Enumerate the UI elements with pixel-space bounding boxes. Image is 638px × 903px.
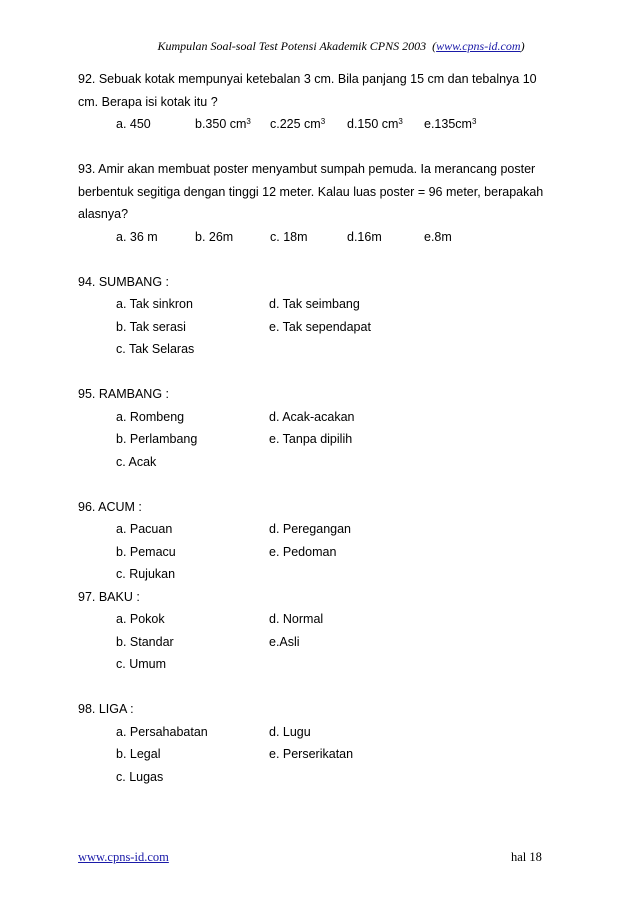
- option-e: e. Perserikatan: [269, 747, 354, 761]
- question-96: [78, 496, 578, 586]
- option-a: a. Rombeng: [116, 409, 185, 424]
- option-c: c. Rujukan: [116, 567, 176, 581]
- answer-options: [78, 113, 578, 136]
- question-text-line: cm. Berapa isi kotak itu ?: [78, 94, 218, 109]
- option-b: b. Perlambang: [116, 432, 198, 446]
- option-c: c. Lugas: [116, 769, 164, 784]
- question-98: [78, 698, 578, 788]
- header-title: Kumpulan Soal-soal Test Potensi Akademik CPNS 2003: [157, 39, 427, 53]
- question-93: [78, 158, 578, 248]
- answer-options: [78, 518, 578, 586]
- question-92: [78, 68, 578, 136]
- option-c: c. 18m: [270, 229, 308, 244]
- option-b: b. Legal: [116, 747, 161, 761]
- option-b: b. Standar: [116, 634, 174, 649]
- option-d: d. Acak-acakan: [269, 409, 355, 424]
- footer-link[interactable]: www.cpns-id.com: [78, 850, 169, 864]
- option-d: d.16m: [347, 229, 382, 244]
- option-a: a. Pacuan: [116, 522, 173, 536]
- option-c: c. Acak: [116, 454, 157, 469]
- document-body: [78, 68, 578, 788]
- question-text-line: berbentuk segitiga dengan tinggi 12 meter. Kalau luas poster = 96 meter, berapakah: [78, 184, 544, 199]
- option-b: b. 26m: [195, 229, 234, 244]
- question-title: 96. ACUM :: [78, 499, 142, 514]
- question-title: 97. BAKU :: [78, 589, 140, 604]
- question-title: 98. LIGA :: [78, 702, 134, 716]
- option-a: a. 450: [116, 117, 151, 131]
- option-c: c. Umum: [116, 657, 166, 671]
- question-94: [78, 271, 578, 361]
- option-e: e. Pedoman: [269, 544, 337, 559]
- question-text-line: 92. Sebuak kotak mempunyai ketebalan 3 cm. Bila panjang 15 cm dan tebalnya 10: [78, 72, 537, 86]
- option-e: e.Asli: [269, 634, 300, 649]
- option-e: $e.135cm^3$: [424, 117, 477, 131]
- option-a: a. 36 m: [116, 229, 158, 244]
- option-c: c. Tak Selaras: [116, 342, 195, 356]
- answer-options: [78, 406, 578, 474]
- option-d: d. Tak seimbang: [269, 297, 360, 311]
- question-text-line: 93. Amir akan membuat poster menyambut sumpah pemuda. Ia merancang poster: [78, 162, 536, 176]
- option-d: d. Lugu: [269, 724, 311, 739]
- answer-options: [78, 293, 578, 361]
- question-95: [78, 383, 578, 473]
- option-d: d.150 $cm^3$: [347, 117, 403, 131]
- option-b: b.350 $cm^3$: [195, 117, 251, 131]
- option-d: d. Peregangan: [269, 522, 352, 536]
- option-e: e. Tak sependapat: [269, 319, 371, 334]
- option-a: a. Tak sinkron: [116, 297, 193, 311]
- answer-options: [78, 608, 578, 676]
- option-e: e. Tanpa dipilih: [269, 432, 353, 446]
- page-header: [0, 39, 638, 54]
- option-b: b. Tak serasi: [116, 319, 186, 334]
- question-title: 94. SUMBANG :: [78, 274, 169, 289]
- question-97: [78, 586, 578, 676]
- answer-options: [78, 721, 578, 789]
- option-e: e.8m: [424, 229, 452, 244]
- question-text-line: alasnya?: [78, 207, 129, 221]
- page-number: hal 18: [511, 850, 542, 864]
- option-b: b. Pemacu: [116, 544, 176, 559]
- option-d: d. Normal: [269, 612, 324, 626]
- option-a: a. Pokok: [116, 612, 165, 626]
- option-a: a. Persahabatan: [116, 724, 208, 739]
- question-title: 95. RAMBANG :: [78, 387, 169, 401]
- header-link[interactable]: (www.cpns-id.com): [432, 39, 525, 53]
- option-c: c.225 $cm^3$: [270, 117, 326, 131]
- answer-options: [78, 226, 578, 249]
